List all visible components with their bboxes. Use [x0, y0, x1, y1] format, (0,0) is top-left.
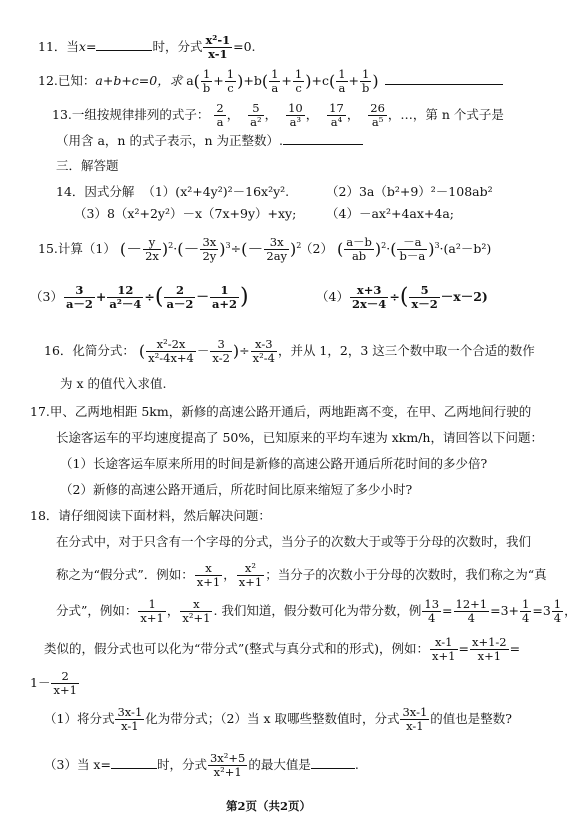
question-14-line1: 14．因式分解 （1）(x²+4y²)²－16x²y². [56, 184, 290, 199]
question-17-part2: （2）新修的高速公路开通后，所花时间比原来缩短了多少小时? [60, 482, 413, 497]
question-18-line4: 类似的，假分式也可以化为“带分式”(整式与真分式和的形式)，例如： $\frac{x-1}{x+1}$ = $\frac{x+1-2}{x+1}$ = [44, 635, 521, 663]
question-18-line2: 称之为“假分式”．例如： $\frac{x}{x+1}$ ， $\frac{\text{x²}}{x+1}$ ；当分子的次数小于分母的次数时，我们称之为“真 [56, 561, 547, 589]
sequence-term: $\frac{17}{\text{a⁴}}$ [329, 101, 344, 129]
question-17-line1: 17.甲、乙两地相距 5km，新修的高速公路开通后，两地距离不变，在甲、乙两地间行驶的 [30, 404, 532, 419]
section-heading: 三．解答题 [56, 158, 119, 173]
question-18-part3: （3）当 x= 时，分式 $\frac{\text{3x²+5}}{\text{x²+1}}$ 的最大值是 . [44, 751, 359, 779]
question-15-part4: （4） $\frac{x+3}{2x-4}$ ÷( $\frac{5}{x-2}$ －x－2) [316, 283, 488, 311]
question-16: 16．化简分式： ( $\frac{\text{x²-2x}}{\text{x²-4x+4}}$ － $\frac{3}{x-2}$ )÷ $\frac{x-3}{\text{x²-4}}$ ，并从 1，2，3 这三个数中取一个合适的数作 [44, 337, 535, 365]
sequence-term: $\frac{10}{\text{a³}}$ [288, 101, 303, 129]
question-18-line1: 在分式中，对于只含有一个字母的分式，当分子的次数大于或等于分母的次数时，我们 [56, 534, 532, 549]
question-15-part3: （3） $\frac{3}{a-2}$ + $\frac{12}{\text{a²－4}}$ ÷( $\frac{2}{a-2}$ － $\frac{1}{a+2}$ ) [30, 283, 249, 311]
question-18-part1-2: （1）将分式 $\frac{3x-1}{x-1}$ 化为带分式；（2）当 x 取哪些整数值时，分式 $\frac{3x-1}{x-1}$ 的值也是整数? [44, 705, 512, 733]
question-18-line5: 1－ $\frac{2}{x+1}$ [30, 669, 77, 697]
sequence-term: $\frac{2}{a}$ [216, 101, 224, 129]
question-15-part2: （2） ( $\frac{a-b}{ab}$ )$^2$·( $\frac{-a}{b-a}$ )$^3$·(a²－b²) [300, 235, 492, 263]
answer-blank[interactable] [96, 38, 152, 51]
question-13-line2: （用含 a，n 的式子表示，n 为正整数）. [56, 132, 363, 149]
question-16-line2: 为 x 的值代入求值. [60, 376, 167, 391]
question-12: 12.已知：a+b+c=0，求 a( $\frac{1}{b}$ + $\frac{1}{c}$ )+b( $\frac{1}{a}$ + $\frac{1}{c}$ )+c( $\frac{1}{a}$ + $\frac{1}{b}$ ) [38, 68, 503, 95]
question-18-heading: 18．请仔细阅读下面材料，然后解决问题： [30, 508, 271, 523]
question-15-line1: 15.计算（1） (－ $\frac{y}{2x}$ )$^2$·(－ $\frac{3x}{2y}$ )$^3$÷(－ $\frac{3x}{2ay}$ )$^2$ [38, 235, 302, 263]
sequence-term: $\frac{26}{\text{a⁵}}$ [370, 101, 385, 129]
answer-blank[interactable] [311, 756, 355, 769]
question-13: 13.一组按规律排列的式子： $\frac{2}{a}$ ， $\frac{5}{\text{a²}}$ ， $\frac{10}{\text{a³}}$ ， $\frac{17}{\text{a⁴}}$ ， $\frac{26}{\text{a⁵}}$ ，…，第 n 个式子是 [52, 101, 504, 129]
question-17-line2: 长途客运车的平均速度提高了 50%，已知原来的平均车速为 xkm/h，请回答以下问题： [56, 430, 543, 445]
question-11: 11．当x= 时，分式 $\frac{\text{x²-1}}{x-1}$ =0. [38, 33, 256, 61]
answer-blank[interactable] [283, 132, 363, 145]
question-17-part1: （1）长途客运车原来所用的时间是新修的高速公路开通后所花时间的多少倍? [60, 456, 488, 471]
question-14-part2: （2）3a（b²+9）²－108ab² [326, 184, 493, 199]
answer-blank[interactable] [111, 756, 157, 769]
page-footer: 第2页（共2页） [226, 799, 312, 813]
question-18-line3: 分式”，例如： $\frac{1}{x+1}$ ， $\frac{x}{\text{x²+1}}$ . 我们知道，假分数可化为带分数，例 $\frac{13}{4}$ = $\frac{12+1}{4}$ =3+ $\frac{1}{4}$ =3 $\frac{1}{4}$ ， [56, 597, 577, 625]
answer-blank[interactable] [385, 72, 503, 85]
fraction: $\frac{\text{x²-1}}{x-1}$ [205, 33, 231, 61]
question-14-part4: （4）－ax²+4ax+4a; [326, 206, 454, 221]
sequence-term: $\frac{5}{\text{a²}}$ [250, 101, 262, 129]
question-14-part3: （3）8（x²+2y²）－x（7x+9y）+xy; [74, 206, 297, 221]
